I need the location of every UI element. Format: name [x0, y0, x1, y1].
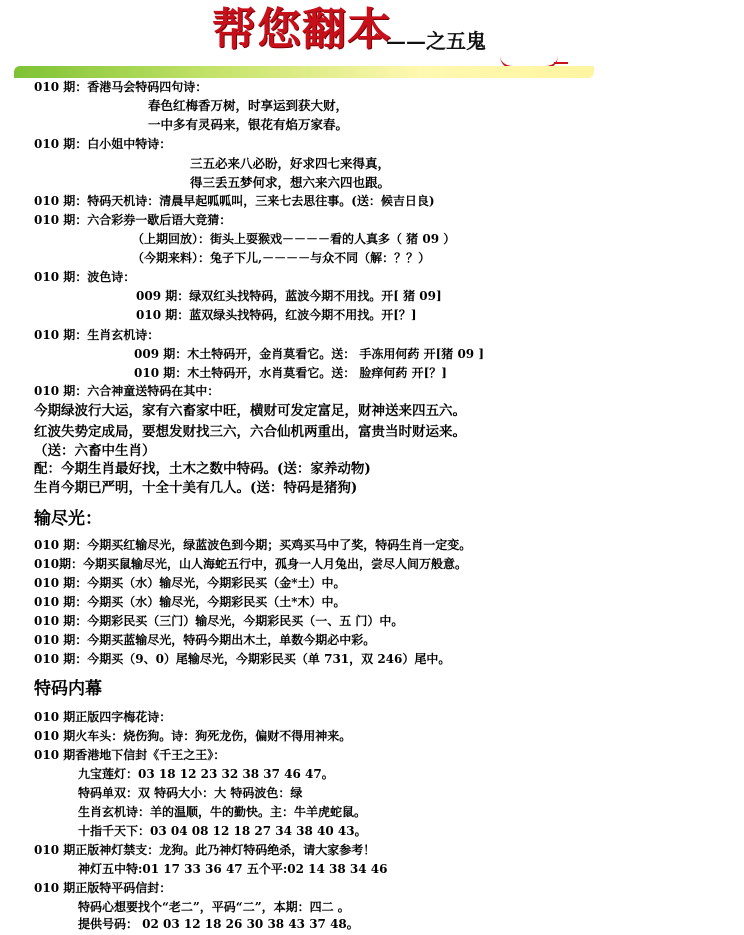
- text-line: 010 期：今期买蓝输尽光，特码今期出木土，单数今期必中彩。: [34, 633, 376, 647]
- text-line: （送：六畜中生肖）: [34, 443, 156, 459]
- text-line: 提供号码： 02 03 12 18 26 30 38 43 37 48。: [78, 917, 359, 931]
- text-line: 010 期火车头：烧伤狗。诗：狗死龙伤，偏财不得用神来。: [34, 729, 352, 743]
- text-line: 010 期正版四字梅花诗：: [34, 710, 172, 724]
- text-line: 010 期正版神灯禁支：龙狗。此乃神灯特码绝杀，请大家参考！: [34, 843, 376, 857]
- text-line: 010 期：六合彩券一歇后语大竞猜：: [34, 213, 232, 227]
- text-line: 今期绿波行大运，家有六畜家中旺，横财可发定富足，财神送来四五六。: [34, 403, 466, 419]
- header-banner: [0, 0, 744, 82]
- text-line: 010 期：波色诗：: [34, 270, 136, 284]
- text-line: 春色红梅香万树，时享运到获大财，: [148, 98, 349, 113]
- text-line: 010 期：今期买（水）输尽光，今期彩民买（金*土）中。: [34, 576, 346, 590]
- text-line: 特码单双：双 特码大小：大 特码波色：绿: [78, 786, 303, 800]
- section-heading: 输尽光：: [34, 509, 102, 529]
- text-line: 010 期：白小姐中特诗：: [34, 137, 172, 151]
- text-line: 009 期：绿双红头找特码，蓝波今期不用找。开[ 猪 09]: [136, 289, 442, 303]
- text-line: 010 期：今期彩民买（三门）输尽光，今期彩民买（一、五 门）中。: [34, 614, 404, 628]
- text-line: 红波失势定成局，要想发财找三六，六合仙机两重出，富贵当时财运来。: [34, 424, 466, 440]
- text-line: 配：今期生肖最好找，土木之数中特码。(送：家养动物): [34, 461, 371, 477]
- green-divider-bar: [14, 66, 594, 78]
- text-line: 三五必来八必盼，好求四七来得真，: [190, 156, 391, 171]
- text-line: （上期回放）：街头上耍猴戏－－－－看的人真多（ 猪 09 ）: [132, 232, 456, 246]
- text-line: 010期：今期买鼠输尽光，山人海蛇五行中，孤身一人月兔出，尝尽人间万般意。: [34, 557, 468, 571]
- text-line: 九宝莲灯：03 18 12 23 32 38 37 46 47。: [78, 767, 334, 781]
- section-heading: 特码内幕: [34, 679, 102, 699]
- text-line: （今期来料）：兔子下儿,－－－－与众不同（解：？？）: [132, 251, 431, 265]
- text-line: 010 期：今期买红输尽光，绿蓝波色到今期；买鸡买马中了奖，特码生肖一定变。: [34, 538, 472, 552]
- text-line: 010 期：今期买（9、0）尾输尽光，今期彩民买（单 731，双 246）尾中。: [34, 652, 451, 666]
- text-line: 010 期：木土特码开，水肖莫看它。送： 脸痒何药 开[？]: [134, 366, 447, 380]
- text-line: 十指千天下：03 04 08 12 18 27 34 38 40 43。: [78, 824, 367, 838]
- banner-subtitle: ——之五鬼: [386, 29, 486, 53]
- text-line: 生肖今期已严明，十全十美有几人。(送：特码是猪狗): [34, 480, 358, 496]
- banner-title: 帮您翻本: [212, 4, 392, 55]
- text-line: 010 期：特码天机诗：清晨早起呱呱叫，三来七去思往事。(送：候吉日良): [34, 194, 435, 208]
- text-line: 010 期正版特平码信封：: [34, 881, 172, 895]
- text-line: 生肖玄机诗：羊的温顺，牛的勤快。主：牛羊虎蛇鼠。: [78, 805, 367, 819]
- text-line: 009 期：木土特码开，金肖莫看它。送： 手冻用何药 开[猪 09 ]: [134, 347, 484, 361]
- text-line: 得三丢五梦何求，想六来六四也跟。: [190, 175, 391, 190]
- text-line: 010 期：今期买（水）输尽光，今期彩民买（土*木）中。: [34, 595, 346, 609]
- text-line: 010 期香港地下信封《千王之王》：: [34, 748, 226, 762]
- text-line: 010 期：六合神童送特码在其中：: [34, 384, 220, 398]
- text-line: 神灯五中特:01 17 33 36 47 五个平:02 14 38 34 46: [78, 862, 388, 876]
- text-line: 一中多有灵码来，银花有焰万家春。: [148, 117, 349, 132]
- text-line: 特码心想要找个“老二”，平码“二”，本期：四二 。: [78, 900, 350, 914]
- text-line: 010 期：生肖玄机诗：: [34, 328, 160, 342]
- red-dash-decoration: [554, 62, 568, 64]
- text-line: 010 期：香港马会特码四句诗：: [34, 80, 208, 94]
- text-line: 010 期：蓝双绿头找特码，红波今期不用找。开[？]: [136, 308, 417, 322]
